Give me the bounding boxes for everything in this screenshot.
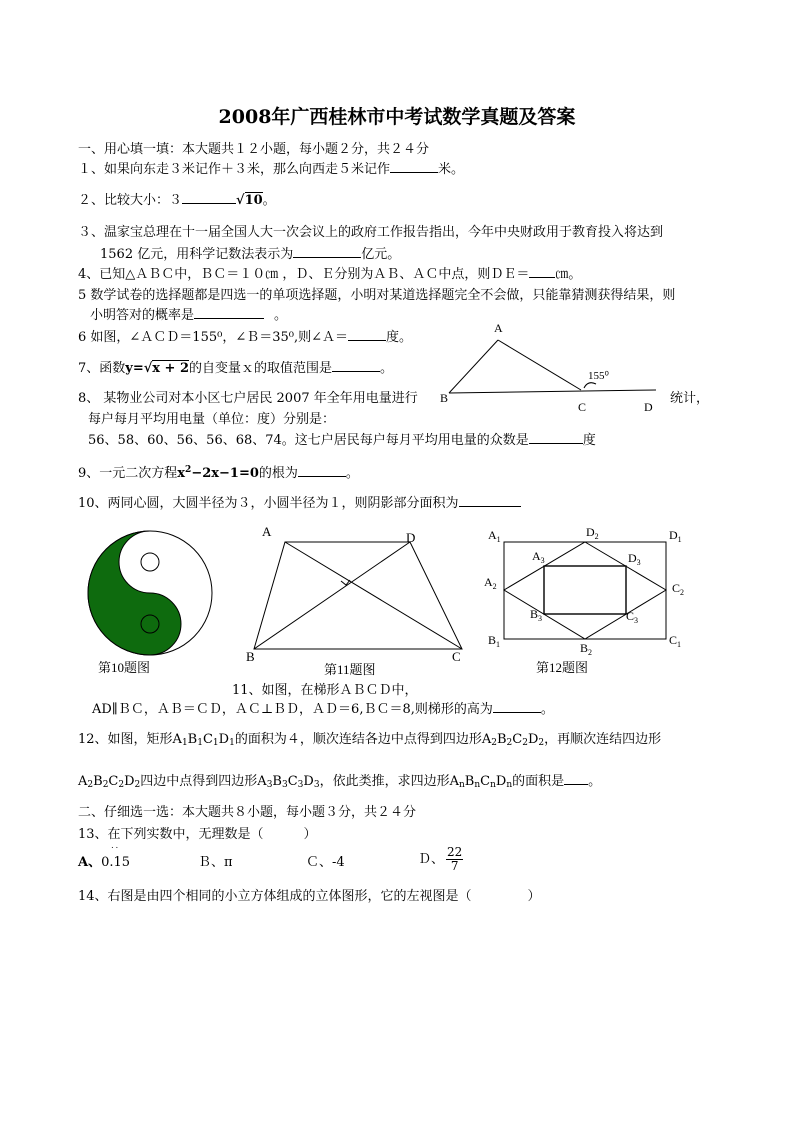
fig11-label-b: B (246, 649, 255, 664)
sqrt-symbol: √ (236, 193, 245, 208)
section1-heading: 一、用心填一填：本大题共１２小题，每小题２分，共２４分 (78, 142, 430, 157)
q12-tail: 。 (588, 774, 602, 789)
trapezoid (254, 542, 462, 649)
q7-blank (332, 371, 380, 372)
q4-tail: ㎝。 (555, 267, 582, 282)
q12-rect3: $A_3B_3C_3D_3$ (257, 774, 320, 790)
q7-text: 7、函数 (78, 361, 126, 376)
question-12-line2 (78, 775, 601, 790)
q14-close: ） (527, 889, 541, 904)
q13-opt-c: Ｃ、-4 (306, 855, 345, 870)
q13-options (78, 847, 131, 870)
q13-opt-b: Ｂ、π (198, 855, 233, 870)
triangle-figure (436, 318, 668, 418)
q8-line1: 8、 某物业公司对本小区七户居民 2007 年全年用电量进行 (78, 391, 418, 406)
q9-expr2: −2x−1=0 (191, 466, 259, 481)
fig11-caption: 第11题图 (324, 662, 376, 677)
fig12-label-a3: $A_3$ (532, 549, 545, 565)
fig12-label-b1: $B_1$ (488, 633, 501, 649)
q12-rect2b: $A_2B_2C_2D_2$ (78, 774, 141, 790)
q3-tail: 亿元。 (361, 247, 401, 262)
rect-a1b1c1d1 (504, 542, 666, 639)
side-ac (498, 340, 581, 390)
question-8-line3 (88, 434, 596, 447)
fig11-label-a: A (262, 524, 272, 539)
fig12-label-a2: $A_2$ (484, 575, 497, 591)
label-c: C (578, 400, 587, 414)
q12-line1b: 的面积为４，顺次连结各边中点得到四边形 (234, 732, 482, 747)
q7-tail: 。 (380, 361, 394, 376)
q9-exp: 2 (185, 465, 192, 475)
q13-opt-a-number: 0.15 (101, 855, 131, 870)
angle-arc (584, 383, 596, 388)
rect-a3b3c3d3 (544, 566, 626, 614)
q12-rect1: $A_1B_1C_1D_1$ (172, 732, 235, 748)
q11-tail: 。 (540, 702, 554, 717)
q7-mid: 的自变量ｘ的取值范围是 (189, 361, 333, 376)
fraction-numerator: 22 (447, 845, 463, 859)
q14-text: 14、右图是由四个相同的小立方体组成的立体图形，它的左视图是（ (78, 889, 472, 904)
rhombus-a2b2c2d2 (504, 542, 666, 639)
q8-tail: 度 (582, 433, 596, 448)
q10-text: 10、两同心圆，大圆半径为３，小圆半径为１，则阴影部分面积为 (78, 496, 459, 511)
q3-line1: ３、温家宝总理在十一届全国人大一次会议上的政府工作报告指出，今年中央财政用于教育投入将达到 (78, 225, 664, 240)
q6-text: 6 如图，∠ＡＣＤ＝155⁰，∠Ｂ＝35⁰,则∠Ａ＝ (78, 330, 348, 345)
q13-close: ） (303, 827, 317, 842)
q13-opt-a: A、 (78, 855, 102, 870)
q11-line1: 11、如图，在梯形ＡＢＣＤ中， (232, 683, 418, 698)
q3-blank (293, 257, 361, 258)
q6-tail: 度。 (386, 330, 413, 345)
fig11-label-c: C (452, 649, 461, 664)
q13-fraction (446, 846, 463, 873)
q5-tail: 。 (274, 308, 288, 323)
fraction-denominator: 7 (450, 859, 459, 874)
q13-opt-d (418, 846, 463, 873)
question-13 (78, 828, 317, 841)
q13-opt-a-value (101, 847, 131, 870)
question-7 (78, 362, 393, 375)
q5-line1: 5 数学试卷的选择题都是四选一的单项选择题，小明对某道选择题完全不会做，只能靠猜测获得结果，则 (78, 288, 676, 303)
question-3-line2 (100, 248, 400, 261)
q9-text: 9、一元二次方程 (78, 466, 178, 481)
q9-expr: x (177, 466, 186, 481)
question-11-line2 (92, 703, 554, 716)
q8-line3: 56、58、60、56、56、68、74。这七户居民每户每月平均用电量的众数是 (88, 433, 529, 448)
q1-blank (390, 172, 438, 173)
q5-blank (194, 318, 264, 319)
q4-blank (529, 277, 555, 278)
q11-line2: AD∥ＢＣ，ＡＢ＝ＣＤ，ＡＣ⊥ＢＤ，ＡＤ＝6,ＢＣ＝8,则梯形的高为 (92, 702, 493, 717)
question-12-line1 (78, 733, 661, 748)
question-10 (78, 497, 521, 510)
q10-blank (459, 506, 521, 507)
line-bd (449, 390, 656, 393)
side-ab (449, 340, 498, 393)
q4-text: 4、已知△ＡＢＣ中，ＢＣ＝１０㎝ ，Ｄ、Ｅ分别为ＡＢ、ＡＣ中点，则ＤＥ＝ (78, 267, 530, 282)
question-14 (78, 890, 541, 903)
question-2 (78, 194, 276, 207)
q13-text: 13、在下列实数中，无理数是（ (78, 827, 264, 842)
fig12-label-c2: $C_2$ (672, 581, 685, 597)
q12-line2b: ，依此类推，求四边形 (319, 774, 450, 789)
small-circle-top (141, 553, 159, 571)
q6-blank (348, 340, 386, 341)
fig12-label-a1: $A_1$ (488, 528, 501, 544)
q2-text: ２、比较大小：３ (78, 193, 183, 208)
q13-opt-d-label: Ｄ、 (418, 852, 445, 868)
q12-rectn: $A_nB_nC_nD_n$ (449, 774, 513, 790)
sqrt-symbol: √ (143, 361, 153, 376)
diagonal-bd (254, 542, 410, 649)
fig12-label-d1: $D_1$ (669, 528, 682, 544)
figure-11 (240, 522, 470, 682)
q2-radicand: 10 (244, 193, 263, 208)
question-5-line2 (90, 309, 287, 322)
q12-line1a: 12、如图，矩形 (78, 732, 173, 747)
q12-line2c: 的面积是 (512, 774, 565, 789)
fig12-label-b2: $B_2$ (580, 641, 593, 657)
label-d: D (644, 400, 653, 414)
repeat-dots: ˙˙ (110, 847, 120, 857)
q2-end: 。 (262, 193, 276, 208)
section2-heading: 二、仔细选一选：本大题共８小题，每小题３分，共２４分 (78, 805, 417, 820)
q5-line2: 小明答对的概率是 (90, 308, 195, 323)
q3-line2: 1562 亿元，用科学记数法表示为 (100, 247, 294, 262)
q8-blank (529, 443, 583, 444)
figure-10 (80, 522, 230, 682)
question-6 (78, 331, 412, 344)
question-4 (78, 268, 581, 281)
q9-blank (298, 476, 346, 477)
fig10-caption: 第10题图 (98, 660, 151, 675)
fig12-caption: 第12题图 (536, 660, 589, 675)
q9-tail: 的根为 (258, 466, 298, 481)
label-b: B (440, 391, 449, 405)
q12-line2a: 四边中点得到四边形 (140, 774, 258, 789)
small-circle-bottom (141, 615, 159, 633)
q2-blank (182, 203, 236, 204)
q1-tail: 米。 (438, 162, 465, 177)
fig12-label-d2: $D_2$ (586, 525, 599, 541)
question-1 (78, 163, 464, 176)
q1-text: １、如果向东走３米记作＋３米，那么向西走５米记作 (78, 162, 391, 177)
page-title: 2008年广西桂林市中考试数学真题及答案 (218, 106, 576, 128)
q12-line1c: ，再顺次连结四边形 (544, 732, 662, 747)
q11-blank (493, 712, 541, 713)
angle-label: 155⁰ (588, 370, 609, 382)
figure-12 (482, 522, 712, 682)
question-9 (78, 466, 359, 480)
q9-end: 。 (345, 466, 359, 481)
fig12-label-c3: $C_3$ (626, 609, 639, 625)
q7-radicand: x + 2 (152, 361, 190, 376)
fig11-label-d: D (406, 530, 416, 545)
label-a: A (494, 321, 503, 335)
q8-line1-tail: 统计， (670, 391, 710, 406)
q12-rect2: $A_2B_2C_2D_2$ (481, 732, 545, 748)
q8-line2: 每户每月平均用电量（单位：度）分别是： (88, 412, 336, 427)
q7-expr: y= (125, 361, 144, 376)
fig12-label-b3: $B_3$ (530, 607, 543, 623)
fig12-label-d3: $D_3$ (628, 551, 641, 567)
fig12-label-c1: $C_1$ (669, 633, 682, 649)
q12-blank (564, 784, 588, 785)
